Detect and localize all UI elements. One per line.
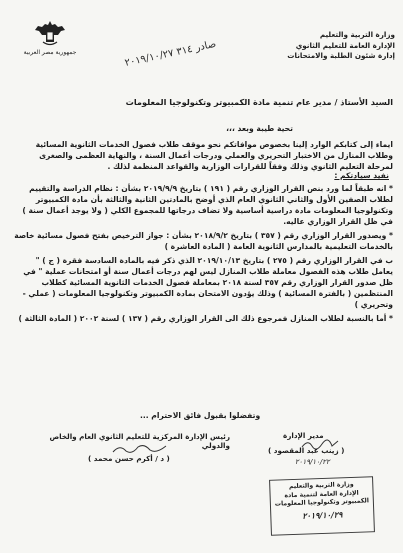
ministry-line: إدارة شئون الطلبة والامتحانات	[287, 51, 395, 60]
stamp-line: وزارة التربية والتعليم	[288, 480, 354, 491]
stamp-line: الإدارة العامة لتنمية مادة	[284, 489, 359, 499]
salutation: السيد الأستاذ / مدير عام تنمية مادة الكمبيوتر وتكنولوجيا المعلومات	[125, 97, 393, 107]
ministry-line: الإدارة العامة للتعليم الثانوي	[295, 40, 395, 50]
official-stamp	[269, 476, 375, 536]
signature-name-right: ( زينب عبد المقصود )	[268, 446, 345, 455]
handwritten-reference: صادر ٣١٤ ٢٠١٩/١٠/٢٧	[123, 38, 218, 69]
stamp-date: ٢٠١٩/١٠/٢٩	[302, 508, 343, 521]
signature-name-left: ( د / أكرم حسن محمد )	[88, 454, 170, 463]
paragraph-intro: ايماء إلى كتابكم الوارد إلينا بخصوص موافاتكم نحو موقف طلاب فصول الخدمات الثانوية المسائية وطلاب المنازل من الاختبار التحريري والعملي ودرجات أعمال السنة ، والنهاية العظمى والصغرى لمرحلة التعليم الثانوي وذلك وفقاً للقرارات الوزارية والقواعد المنظمة لذلك .	[35, 140, 393, 171]
emblem	[22, 18, 78, 56]
list-item: * أما بالنسبة لطلاب المنازل فمرجوع ذلك الى القرار الوزاري رقم ( ١٣٧ ) لسنة ٢٠٠٢ ( المادة الثالثة )	[18, 314, 393, 323]
ministry-header	[275, 30, 395, 62]
stamp-line: الكمبيوتر وتكنولوجيا المعلومات	[274, 497, 370, 508]
implement-line: نفيد سيادتكم :	[334, 171, 389, 180]
signature-title-left: رئيس الإدارة المركزية للتعليم الثانوي العام والخاص والدولي	[49, 432, 230, 450]
emblem-caption: جمهورية مصر العربية	[23, 49, 77, 56]
list-item: * انه طبقاً لما ورد بنص القرار الوزاري رقم ( ١٩١ ) بتاريخ ٢٠١٩/٩/٩ بشأن : نظام الدراسة والتقييم لطلاب الصفين الأول والثاني الثانوي العام الذي أوضح بالمادتين الثانية والثالثة بأن مادة الكمبيوتر وتكنولوجيا المعلومات مادة دراسية أساسية ولا تضاف درجاتها للمجموع الكلي ( ولا يوجد أعمال سنة ) في ظل القرار الوزاري عاليه.	[22, 184, 393, 226]
items-list	[14, 183, 393, 327]
ministry-line: وزارة التربية والتعليم	[319, 30, 395, 39]
eagle-emblem-icon	[32, 18, 68, 48]
closing-line: وتفضلوا بقبول فائق الاحترام ...	[140, 411, 261, 420]
list-item: * ويصدور القرار الوزاري رقم ( ٣٥٧ ) بتاريخ ٢٠١٨/٩/٢ بشأن : جواز الترخيص بفتح فصول مسائية خاصة بالخدمات التعليمية بالمدارس الثانوية العامة ( المادة العاشرة )	[14, 231, 393, 251]
list-item: ب في القرار الوزاري رقم ( ٢٧٥ ) بتاريخ ٢٠١٩/١٠/١٣ الذي ذكر فيه بالمادة السادسة فقرة ( ج ) " يعامل طلاب هذه الفصول معاملة طلاب المنازل ليس لهم درجات أعمال سنة أو امتحانات عملية " في ظل صدور القرار الوزاري رقم ٣٥٧ لسنة ٢٠١٨ بمعاملة فصول الخدمات الثانوية المسائية كطلاب المنتظمين ( بالفترة المسائية ) وذلك يؤدون الامتحان بمادة الكمبيوتر وتكنولوجيا المعلومات ( عملي - وتحريري )	[22, 256, 393, 309]
greeting: تحية طيبة وبعد ،،،	[226, 124, 293, 133]
signature-title-right: مدير الإدارة	[283, 431, 324, 440]
signature-date-right: ٢٠١٩/١٠/٢٢	[295, 458, 330, 466]
